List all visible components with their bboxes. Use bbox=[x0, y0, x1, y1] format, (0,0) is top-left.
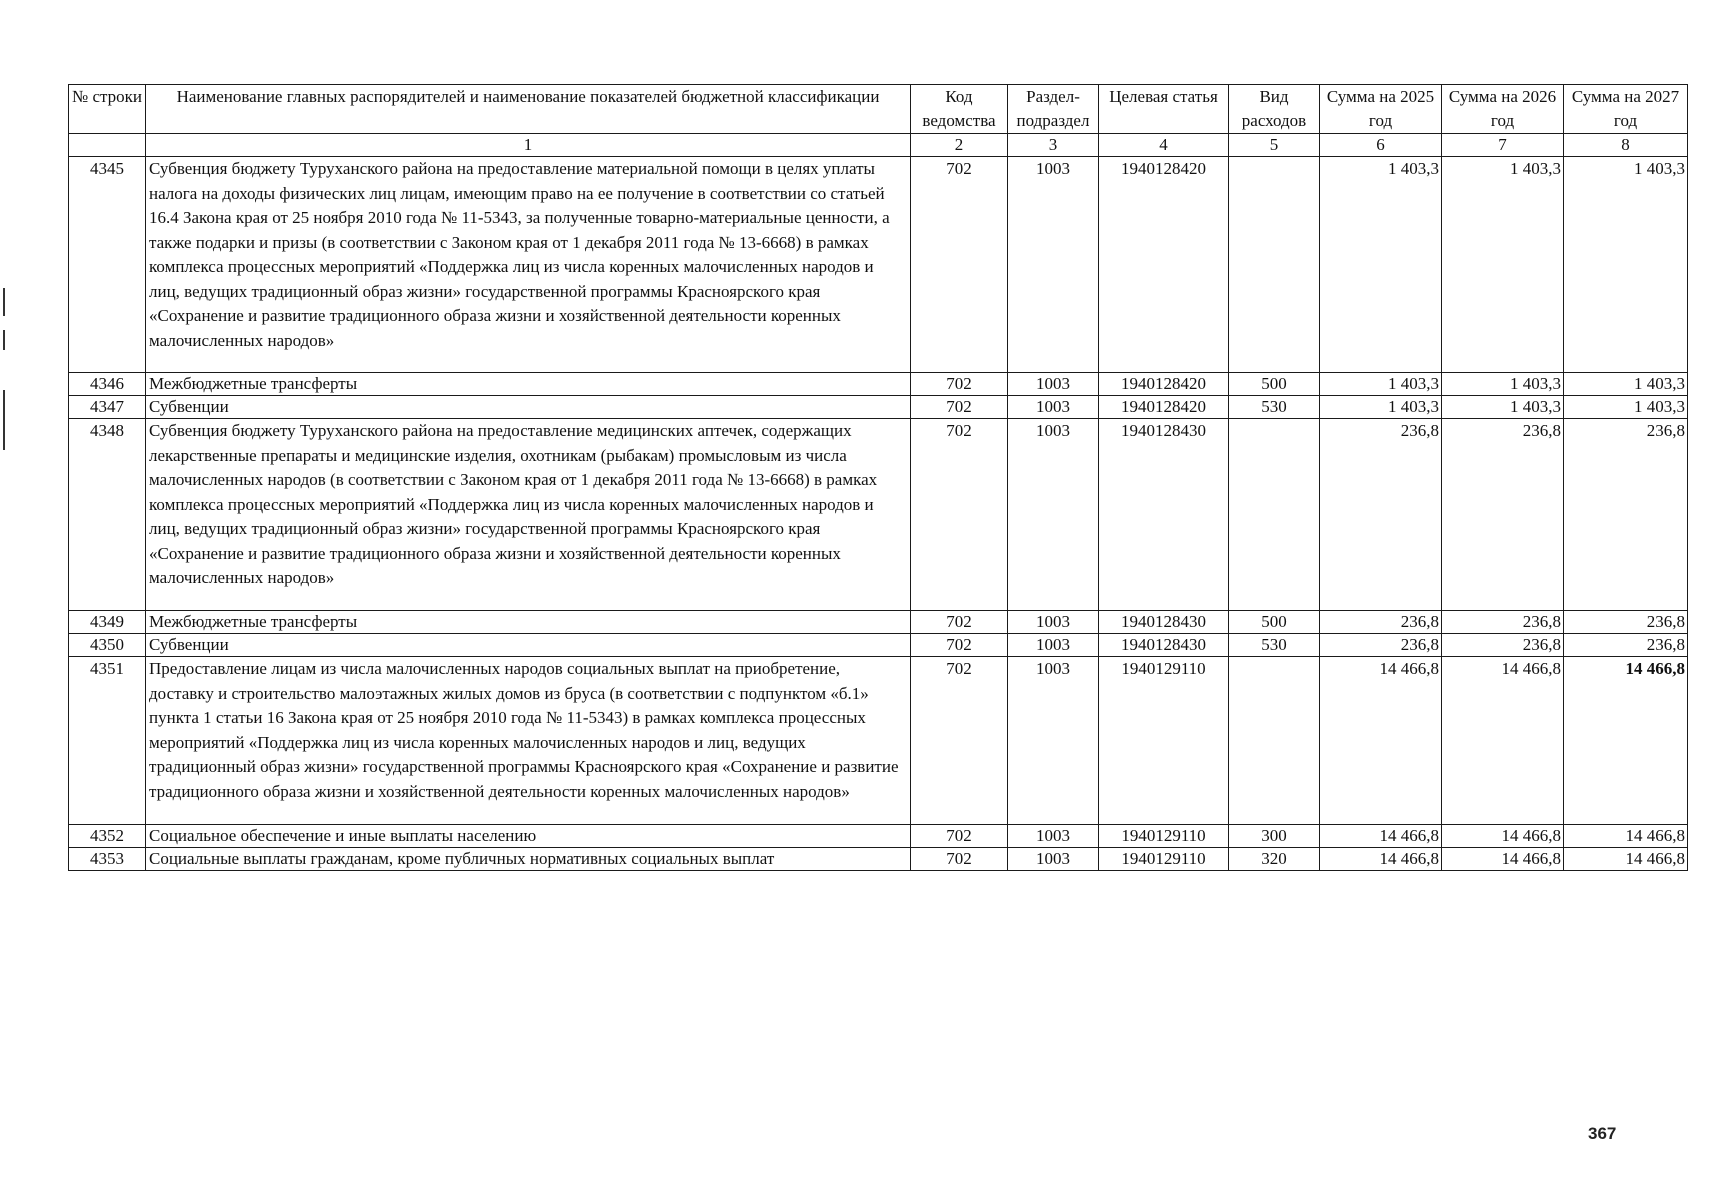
row-sum-2026: 1 403,3 bbox=[1442, 373, 1564, 396]
table-row bbox=[69, 419, 1688, 611]
row-section: 1003 bbox=[1008, 157, 1099, 373]
row-name: Субвенция бюджету Туруханского района на предоставление материальной помощи в целях уплаты налога на доходы физических лиц лицам, имеющим право на ее получение в соответствии со статьей 16.4 Закона края от 25 ноября 2010 года № 11-5343, за полученные товарно-материальные ценности, а также подарки и призы (в соответствии с Законом края от 1 декабря 2011 года № 13-6668) в рамках комплекса процессных мероприятий «Поддержка лиц из числа коренных малочисленных народов и лиц, ведущих традиционный образ жизни» государственной программы Красноярского края «Сохранение и развитие традиционного образа жизни и хозяйственной деятельности коренных малочисленных народов» bbox=[146, 157, 911, 373]
row-sum-2025: 1 403,3 bbox=[1320, 157, 1442, 373]
table-row bbox=[69, 373, 1688, 396]
column-number: 8 bbox=[1564, 134, 1688, 157]
row-expense-type: 300 bbox=[1229, 825, 1320, 848]
row-target: 1940129110 bbox=[1099, 825, 1229, 848]
header-row-no: № строки bbox=[69, 85, 146, 134]
row-sum-2025: 236,8 bbox=[1320, 419, 1442, 611]
row-name: Субвенции bbox=[146, 396, 911, 419]
row-number: 4352 bbox=[69, 825, 146, 848]
row-sum-2027: 1 403,3 bbox=[1564, 396, 1688, 419]
row-sum-2025: 236,8 bbox=[1320, 634, 1442, 657]
row-dept-code: 702 bbox=[911, 657, 1008, 825]
table-row bbox=[69, 848, 1688, 871]
row-section: 1003 bbox=[1008, 657, 1099, 825]
row-target: 1940128430 bbox=[1099, 634, 1229, 657]
row-name: Социальное обеспечение и иные выплаты населению bbox=[146, 825, 911, 848]
header-row bbox=[69, 85, 1688, 134]
row-dept-code: 702 bbox=[911, 611, 1008, 634]
header-target: Целевая статья bbox=[1099, 85, 1229, 134]
budget-table bbox=[68, 84, 1688, 871]
row-name: Субвенции bbox=[146, 634, 911, 657]
column-number: 6 bbox=[1320, 134, 1442, 157]
row-expense-type: 500 bbox=[1229, 611, 1320, 634]
row-name: Предоставление лицам из числа малочисленных народов социальных выплат на приобретение, доставку и строительство малоэтажных жилых домов из бруса (в соответствии с подпунктом «б.1» пункта 1 статьи 16 Закона края от 25 ноября 2010 года № 11-5343) в рамках комплекса процессных мероприятий «Поддержка лиц из числа коренных малочисленных народов и лиц, ведущих традиционный образ жизни» государственной программы Красноярского края «Сохранение и развитие традиционного образа жизни и хозяйственной деятельности коренных малочисленных народов» bbox=[146, 657, 911, 825]
row-number: 4350 bbox=[69, 634, 146, 657]
row-target: 1940129110 bbox=[1099, 657, 1229, 825]
row-section: 1003 bbox=[1008, 396, 1099, 419]
row-expense-type: 530 bbox=[1229, 634, 1320, 657]
row-number: 4351 bbox=[69, 657, 146, 825]
row-sum-2025: 236,8 bbox=[1320, 611, 1442, 634]
row-sum-2025: 1 403,3 bbox=[1320, 396, 1442, 419]
header-dept-code: Код ведомства bbox=[911, 85, 1008, 134]
row-sum-2026: 14 466,8 bbox=[1442, 825, 1564, 848]
row-sum-2027: 236,8 bbox=[1564, 419, 1688, 611]
margin-line bbox=[3, 330, 5, 350]
row-number: 4345 bbox=[69, 157, 146, 373]
row-expense-type bbox=[1229, 657, 1320, 825]
row-number: 4349 bbox=[69, 611, 146, 634]
row-sum-2025: 14 466,8 bbox=[1320, 825, 1442, 848]
row-target: 1940128420 bbox=[1099, 157, 1229, 373]
row-sum-2026: 14 466,8 bbox=[1442, 848, 1564, 871]
row-sum-2025: 14 466,8 bbox=[1320, 848, 1442, 871]
row-dept-code: 702 bbox=[911, 373, 1008, 396]
row-name: Межбюджетные трансферты bbox=[146, 373, 911, 396]
row-sum-2026: 14 466,8 bbox=[1442, 657, 1564, 825]
row-dept-code: 702 bbox=[911, 825, 1008, 848]
row-target: 1940129110 bbox=[1099, 848, 1229, 871]
table-row bbox=[69, 611, 1688, 634]
row-sum-2026: 236,8 bbox=[1442, 634, 1564, 657]
row-sum-2027: 1 403,3 bbox=[1564, 373, 1688, 396]
row-target: 1940128420 bbox=[1099, 373, 1229, 396]
table-row bbox=[69, 396, 1688, 419]
row-expense-type: 500 bbox=[1229, 373, 1320, 396]
table-row bbox=[69, 634, 1688, 657]
page-number: 367 bbox=[1588, 1124, 1617, 1143]
row-sum-2027: 1 403,3 bbox=[1564, 157, 1688, 373]
row-number: 4353 bbox=[69, 848, 146, 871]
header-expense-type: Вид расходов bbox=[1229, 85, 1320, 134]
row-number: 4347 bbox=[69, 396, 146, 419]
row-sum-2026: 236,8 bbox=[1442, 419, 1564, 611]
row-expense-type: 320 bbox=[1229, 848, 1320, 871]
column-number: 2 bbox=[911, 134, 1008, 157]
row-dept-code: 702 bbox=[911, 848, 1008, 871]
row-number: 4346 bbox=[69, 373, 146, 396]
column-number-blank bbox=[69, 134, 146, 157]
row-expense-type bbox=[1229, 157, 1320, 373]
margin-line bbox=[3, 288, 5, 316]
row-expense-type: 530 bbox=[1229, 396, 1320, 419]
row-target: 1940128430 bbox=[1099, 419, 1229, 611]
row-sum-2026: 236,8 bbox=[1442, 611, 1564, 634]
row-dept-code: 702 bbox=[911, 396, 1008, 419]
header-sum-2026: Сумма на 2026 год bbox=[1442, 85, 1564, 134]
row-name: Социальные выплаты гражданам, кроме публичных нормативных социальных выплат bbox=[146, 848, 911, 871]
row-section: 1003 bbox=[1008, 634, 1099, 657]
row-section: 1003 bbox=[1008, 825, 1099, 848]
column-number: 1 bbox=[146, 134, 911, 157]
row-sum-2027: 236,8 bbox=[1564, 634, 1688, 657]
row-target: 1940128430 bbox=[1099, 611, 1229, 634]
row-sum-2026: 1 403,3 bbox=[1442, 157, 1564, 373]
row-sum-2027: 14 466,8 bbox=[1564, 825, 1688, 848]
row-dept-code: 702 bbox=[911, 634, 1008, 657]
row-sum-2027: 14 466,8 bbox=[1564, 848, 1688, 871]
row-sum-2026: 1 403,3 bbox=[1442, 396, 1564, 419]
column-number: 3 bbox=[1008, 134, 1099, 157]
column-number: 5 bbox=[1229, 134, 1320, 157]
header-name: Наименование главных распорядителей и наименование показателей бюджетной классификации bbox=[146, 85, 911, 134]
table-row bbox=[69, 825, 1688, 848]
row-section: 1003 bbox=[1008, 611, 1099, 634]
row-target: 1940128420 bbox=[1099, 396, 1229, 419]
column-numbers-row bbox=[69, 134, 1688, 157]
header-sum-2025: Сумма на 2025 год bbox=[1320, 85, 1442, 134]
budget-table-container bbox=[68, 84, 1688, 871]
row-section: 1003 bbox=[1008, 373, 1099, 396]
row-sum-2025: 1 403,3 bbox=[1320, 373, 1442, 396]
row-dept-code: 702 bbox=[911, 419, 1008, 611]
header-sum-2027: Сумма на 2027 год bbox=[1564, 85, 1688, 134]
table-row bbox=[69, 657, 1688, 825]
header-section: Раздел-подраздел bbox=[1008, 85, 1099, 134]
row-section: 1003 bbox=[1008, 848, 1099, 871]
row-sum-2025: 14 466,8 bbox=[1320, 657, 1442, 825]
table-row bbox=[69, 157, 1688, 373]
margin-line bbox=[3, 390, 5, 450]
row-dept-code: 702 bbox=[911, 157, 1008, 373]
row-expense-type bbox=[1229, 419, 1320, 611]
row-section: 1003 bbox=[1008, 419, 1099, 611]
column-number: 7 bbox=[1442, 134, 1564, 157]
row-sum-2027: 14 466,8 bbox=[1564, 657, 1688, 825]
row-name: Межбюджетные трансферты bbox=[146, 611, 911, 634]
column-number: 4 bbox=[1099, 134, 1229, 157]
row-sum-2027: 236,8 bbox=[1564, 611, 1688, 634]
row-number: 4348 bbox=[69, 419, 146, 611]
row-name: Субвенция бюджету Туруханского района на предоставление медицинских аптечек, содержащих лекарственные препараты и медицинские изделия, охотникам (рыбакам) промысловым из числа малочисленных народов (в соответствии с Законом края от 1 декабря 2011 года № 13-6668) в рамках комплекса процессных мероприятий «Поддержка лиц из числа коренных малочисленных народов и лиц, ведущих традиционный образ жизни» государственной программы Красноярского края «Сохранение и развитие традиционного образа жизни и хозяйственной деятельности коренных малочисленных народов» bbox=[146, 419, 911, 611]
